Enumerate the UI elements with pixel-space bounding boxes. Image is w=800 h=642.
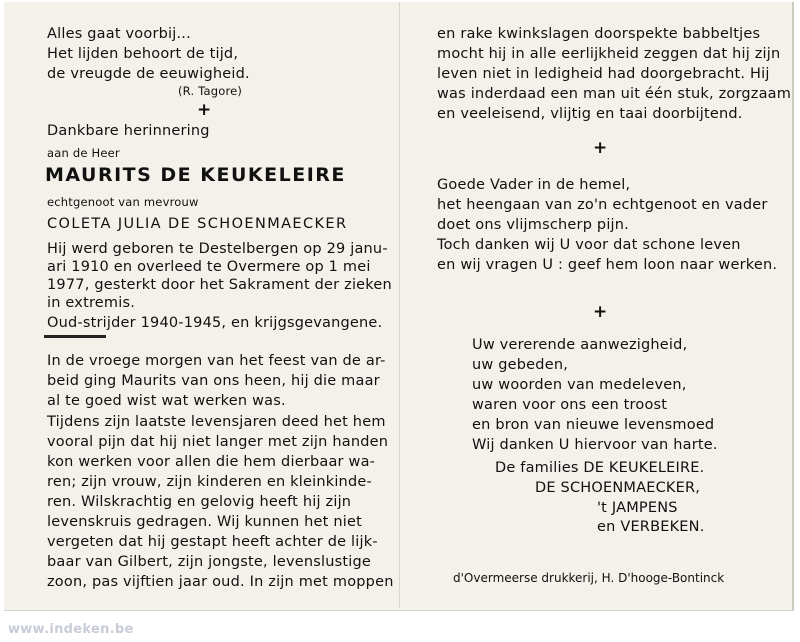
poem-author: (R. Tagore) [178, 84, 243, 98]
printer-credit: d'Overmeerse drukkerij, H. D'hooge-Bontinck [453, 571, 725, 585]
story-cont-line: en rake kwinkslagen doorspekte babbeltjes [437, 26, 761, 42]
prayer-line: het heengaan van zo'n echtgenoot en vader [437, 197, 768, 213]
story-line: ren. Wilskrachtig en gelovig heeft hij zijn [47, 494, 352, 510]
story-line: Tijdens zijn laatste levensjaren deed het hem [47, 414, 386, 430]
to-the-text: aan de Heer [47, 146, 120, 160]
families-line: DE SCHOENMAECKER, [535, 480, 701, 496]
prayer-line: doet ons vlijmscherp pijn. [437, 217, 629, 233]
separator-rule [44, 335, 106, 338]
spouse-intro: echtgenoot van mevrouw [47, 195, 199, 209]
story-cont-line: was inderdaad een man uit één stuk, zorgzaam [437, 86, 792, 102]
poem-line: Alles gaat voorbij... [47, 26, 191, 42]
thanks-line: Uw vererende aanwezigheid, [472, 337, 688, 353]
families-line: en VERBEKEN. [597, 519, 705, 535]
prayer-line: Goede Vader in de hemel, [437, 177, 631, 193]
story-line: al te goed wist wat werken was. [47, 393, 286, 409]
thanks-line: Wij danken U hiervoor van harte. [472, 437, 718, 453]
bio-line: ari 1910 en overleed te Overmere op 1 mei [47, 259, 371, 275]
story-line: kon werken voor allen die hem dierbaar wa- [47, 454, 376, 470]
cross-icon: + [593, 138, 608, 158]
cross-icon: + [197, 100, 212, 120]
story-line: zoon, pas vijftien jaar oud. In zijn met moppen [47, 574, 394, 590]
story-line: ren; zijn vrouw, zijn kinderen en kleinkinde- [47, 474, 372, 490]
story-line: vergeten dat hij gestapt heeft achter de lijk- [47, 534, 378, 550]
story-cont-line: mocht hij in alle eerlijkheid zeggen dat hij zijn [437, 46, 781, 62]
site-watermark-logo: www.indeken.be [8, 622, 134, 637]
story-cont-line: en veeleisend, vlijtig en taai doorbijtend. [437, 106, 743, 122]
thanks-line: uw gebeden, [472, 357, 569, 373]
families-line: De families DE KEUKELEIRE. [495, 460, 705, 476]
story-line: levenskruis gedragen. Wij kunnen het niet [47, 514, 363, 530]
bio-line: in extremis. [47, 295, 136, 311]
intro-text: Dankbare herinnering [47, 123, 210, 139]
cross-icon: + [593, 302, 608, 322]
spouse-name: COLETA JULIA DE SCHOENMAECKER [47, 216, 348, 232]
story-line: beid ging Maurits van ons heen, hij die maar [47, 373, 380, 389]
thanks-line: en bron van nieuwe levensmoed [472, 417, 715, 433]
story-cont-line: leven niet in ledigheid had doorgebracht. Hij [437, 66, 770, 82]
card-fold [399, 2, 400, 608]
story-line: baar van Gilbert, zijn jongste, levenslustige [47, 554, 372, 570]
prayer-line: Toch danken wij U voor dat schone leven [437, 237, 741, 253]
thanks-line: waren voor ons een troost [472, 397, 668, 413]
bio-line: 1977, gesterkt door het Sakrament der zieken [47, 277, 392, 293]
poem-line: Het lijden behoort de tijd, [47, 46, 239, 62]
bio-line: Hij werd geboren te Destelbergen op 29 janu- [47, 241, 388, 257]
deceased-name: MAURITS DE KEUKELEIRE [45, 164, 346, 186]
prayer-line: en wij vragen U : geef hem loon naar werken. [437, 257, 778, 273]
bio-line: Oud-strijder 1940-1945, en krijgsgevangene. [47, 315, 383, 331]
poem-line: de vreugde de eeuwigheid. [47, 66, 250, 82]
families-line: 't JAMPENS [597, 500, 678, 516]
thanks-line: uw woorden van medeleven, [472, 377, 687, 393]
story-line: vooral pijn dat hij niet langer met zijn handen [47, 434, 389, 450]
story-line: In de vroege morgen van het feest van de ar- [47, 353, 386, 369]
